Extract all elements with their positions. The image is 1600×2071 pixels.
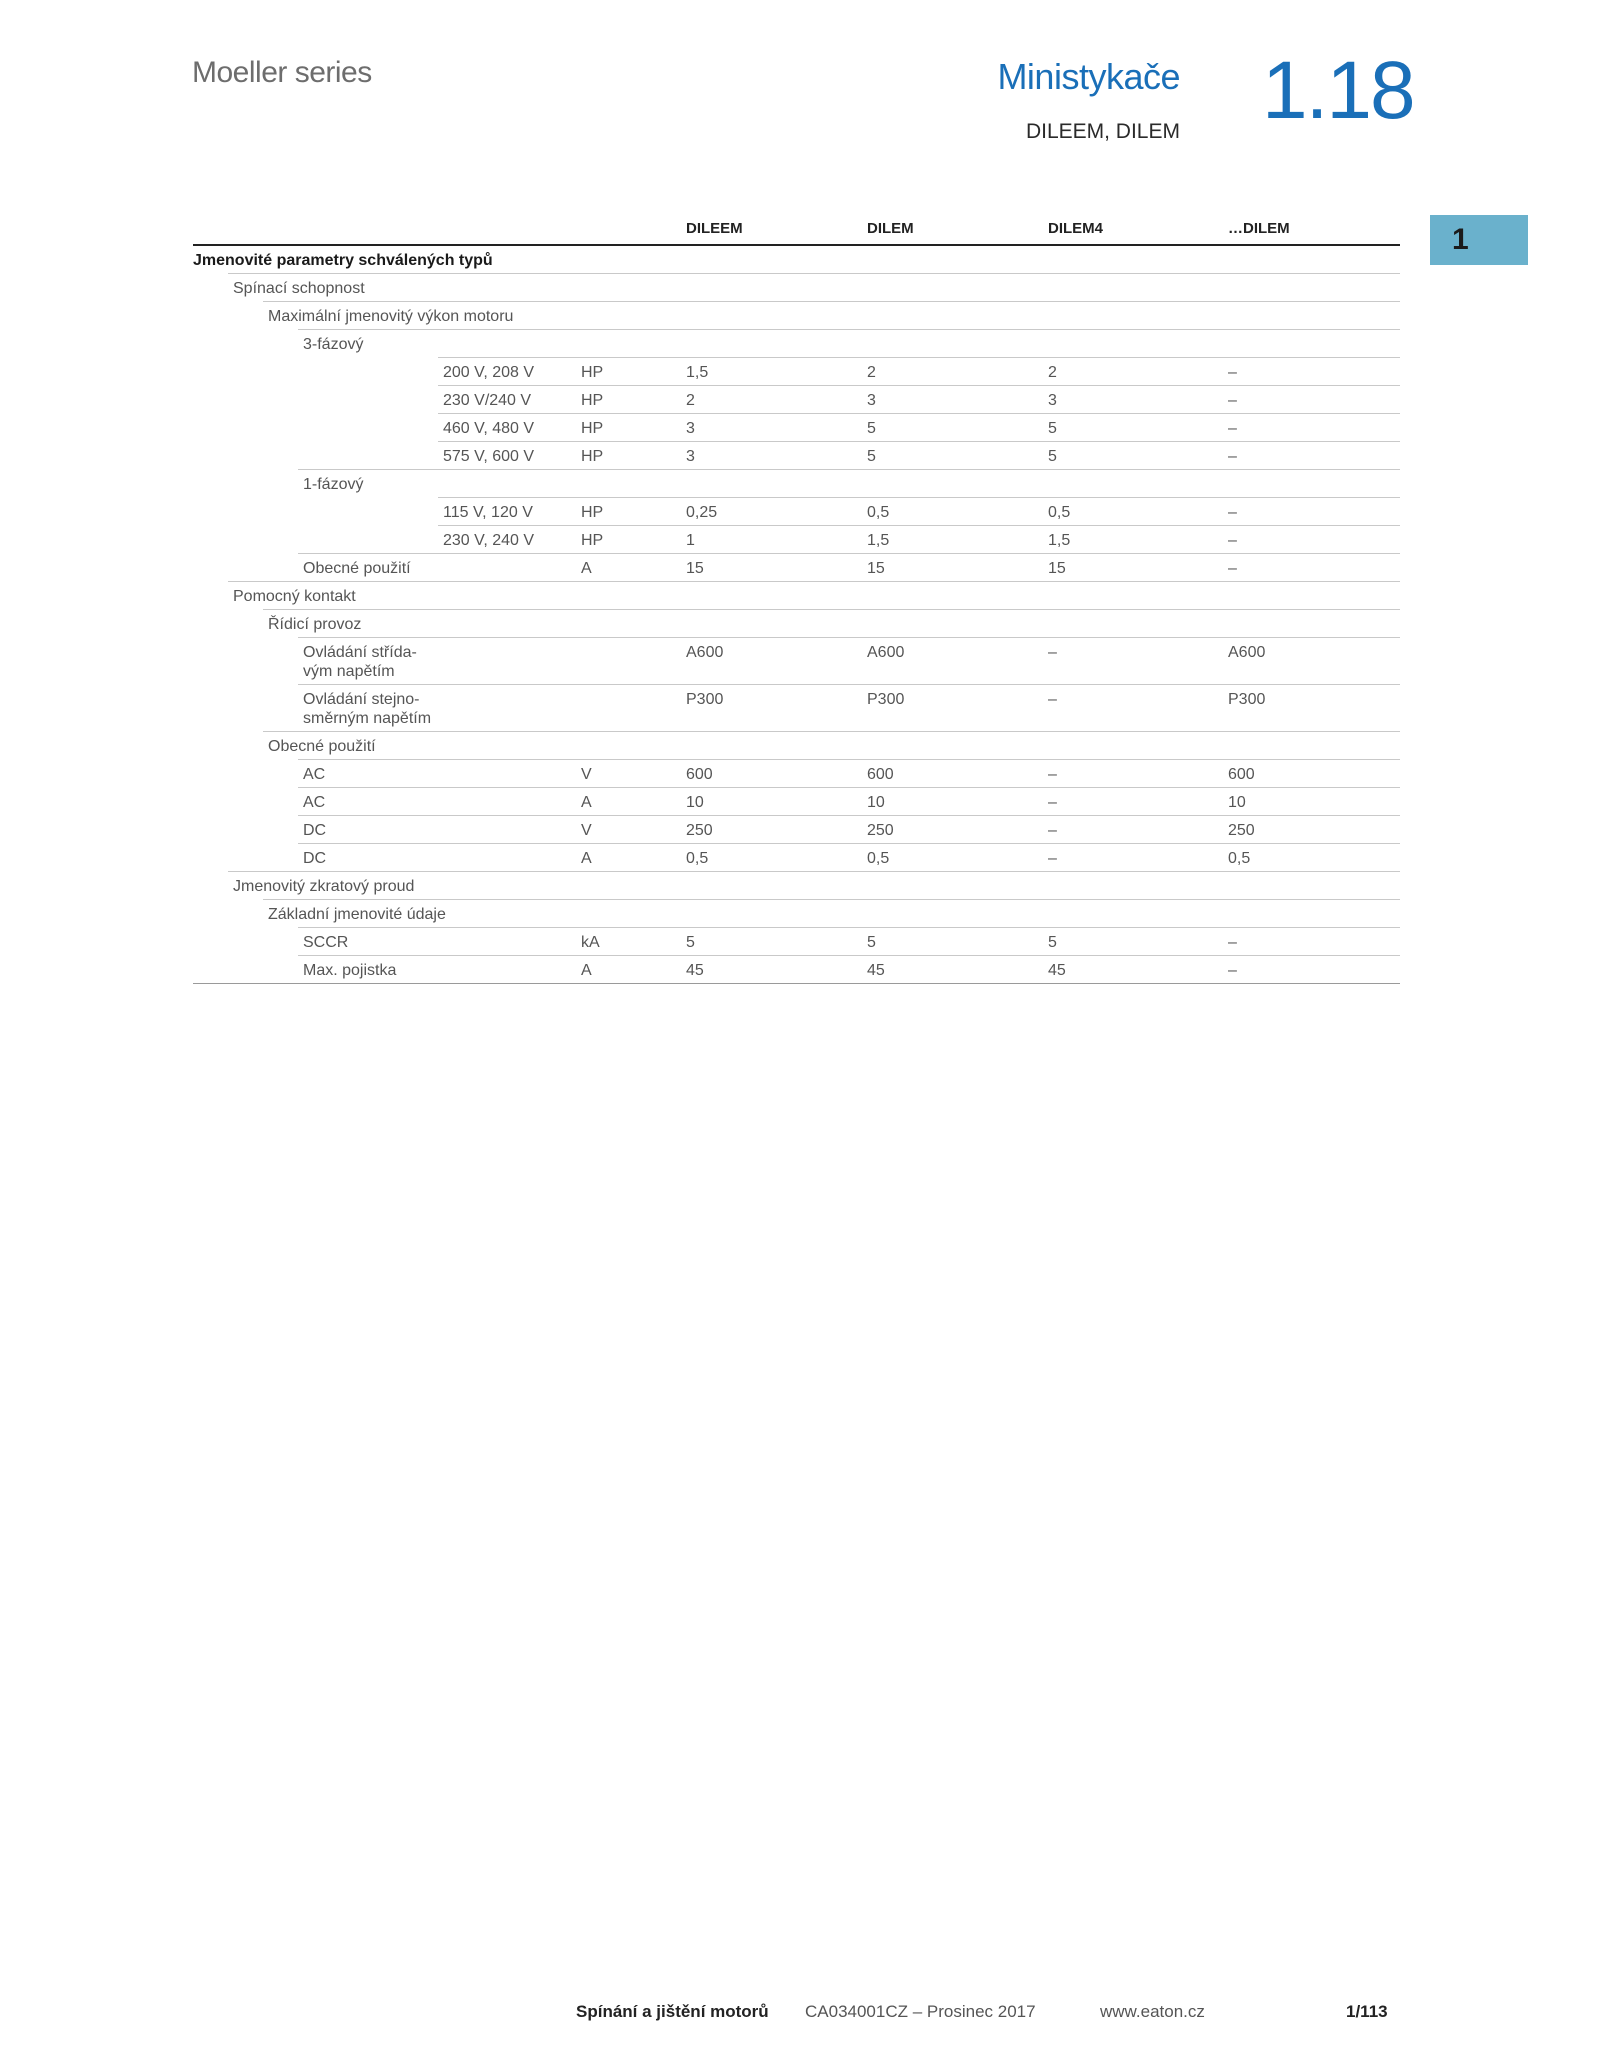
table-cell: – (1228, 448, 1237, 465)
row-unit: HP (581, 364, 604, 381)
table-cell: 45 (867, 962, 885, 979)
table-row (193, 414, 1400, 442)
table-cell: 0,5 (867, 504, 890, 521)
table-cell: 1,5 (1048, 532, 1071, 549)
row-unit: HP (581, 532, 604, 549)
table-row (193, 816, 1400, 844)
row-label: Základní jmenovité údaje (268, 906, 446, 923)
table-row (193, 900, 1400, 928)
row-label: Obecné použití (268, 738, 376, 755)
table-row (193, 470, 1400, 498)
footer-topic: Spínání a jištění motorů (576, 2002, 769, 2021)
table-cell: 15 (686, 560, 704, 577)
table-cell: 10 (1228, 794, 1246, 811)
table-row (193, 386, 1400, 414)
row-label: Max. pojistka (303, 962, 397, 979)
table-cell: – (1048, 766, 1057, 783)
table-cell: 5 (1048, 448, 1057, 465)
footer-website[interactable]: www.eaton.cz (1100, 2002, 1205, 2021)
table-cell: – (1048, 644, 1057, 661)
column-header: …DILEM (1228, 220, 1290, 237)
row-label: 230 V, 240 V (443, 532, 535, 549)
page-subtitle: DILEEM, DILEM (1025, 120, 1180, 143)
row-label: 3-fázový (303, 336, 364, 353)
table-header (193, 214, 1400, 246)
table-cell: P300 (686, 691, 724, 708)
table-cell: 2 (686, 392, 695, 409)
row-label: Ovládání střída- (303, 644, 417, 661)
row-label: 460 V, 480 V (443, 420, 535, 437)
table-cell: 1 (686, 532, 695, 549)
row-label: Obecné použití (303, 560, 411, 577)
table-row (193, 358, 1400, 386)
table-cell: 2 (1048, 364, 1057, 381)
table-cell: 15 (867, 560, 885, 577)
row-label: Jmenovité parametry schválených typů (193, 252, 493, 269)
table-row (193, 582, 1400, 610)
table-cell: 0,5 (867, 850, 890, 867)
table-cell: 10 (686, 794, 704, 811)
row-divider (193, 983, 1400, 984)
table-cell: – (1228, 532, 1237, 549)
row-label-continued: směrným napětím (303, 710, 432, 727)
table-cell: 0,5 (1228, 850, 1251, 867)
table-cell: P300 (867, 691, 905, 708)
table-cell: – (1048, 794, 1057, 811)
table-cell: 5 (1048, 934, 1057, 951)
table-cell: – (1048, 850, 1057, 867)
row-label: SCCR (303, 934, 349, 951)
table-row (193, 442, 1400, 470)
table-cell: 250 (867, 822, 894, 839)
table-cell: 250 (1228, 822, 1255, 839)
table-cell: 600 (1228, 766, 1255, 783)
table-cell: – (1228, 504, 1237, 521)
table-row (193, 638, 1400, 685)
table-row (193, 554, 1400, 582)
table-cell: 3 (1048, 392, 1057, 409)
table-cell: – (1048, 822, 1057, 839)
row-unit: kA (581, 934, 600, 951)
row-label: Pomocný kontakt (233, 588, 356, 605)
table-cell: – (1228, 560, 1237, 577)
table-row (193, 872, 1400, 900)
table-cell: 0,5 (686, 850, 709, 867)
page-title: Ministykače (997, 56, 1180, 97)
table-cell: 600 (686, 766, 713, 783)
column-header: DILEM4 (1048, 220, 1104, 237)
row-label-continued: vým napětím (303, 663, 395, 680)
table-cell: 3 (686, 448, 695, 465)
table-cell: 5 (867, 420, 876, 437)
table-cell: 600 (867, 766, 894, 783)
row-label: 575 V, 600 V (443, 448, 535, 465)
table-cell: 5 (867, 934, 876, 951)
ratings-table (193, 214, 1400, 984)
series-name: Moeller series (192, 56, 372, 89)
table-cell: 5 (686, 934, 695, 951)
column-header: DILEM (867, 220, 914, 237)
table-cell: 1,5 (867, 532, 890, 549)
table-row (193, 330, 1400, 358)
row-label: 115 V, 120 V (443, 504, 533, 521)
row-unit: HP (581, 448, 604, 465)
table-cell: – (1228, 420, 1237, 437)
row-label: 230 V/240 V (443, 392, 532, 409)
table-cell: – (1048, 691, 1057, 708)
row-label: AC (303, 766, 326, 783)
row-unit: A (581, 560, 592, 577)
row-unit: A (581, 794, 592, 811)
table-row (193, 844, 1400, 872)
table-body (193, 246, 1400, 984)
row-label: 1-fázový (303, 476, 364, 493)
table-cell: A600 (1228, 644, 1266, 661)
row-unit: HP (581, 504, 604, 521)
row-label: Řídicí provoz (268, 616, 362, 633)
table-cell: 5 (867, 448, 876, 465)
row-label: Maximální jmenovitý výkon motoru (268, 308, 514, 325)
table-cell: 45 (686, 962, 704, 979)
table-cell: 1,5 (686, 364, 709, 381)
table-row (193, 610, 1400, 638)
table-cell: 5 (1048, 420, 1057, 437)
table-row (193, 760, 1400, 788)
table-cell: P300 (1228, 691, 1266, 708)
row-unit: A (581, 962, 592, 979)
table-cell: – (1228, 392, 1237, 409)
row-unit: V (581, 822, 592, 839)
table-cell: 3 (867, 392, 876, 409)
table-row (193, 302, 1400, 330)
table-cell: 0,25 (686, 504, 718, 521)
table-row (193, 498, 1400, 526)
table-cell: 15 (1048, 560, 1066, 577)
table-cell: – (1228, 364, 1237, 381)
table-cell: 2 (867, 364, 876, 381)
table-cell: 0,5 (1048, 504, 1071, 521)
table-cell: 3 (686, 420, 695, 437)
table-row (193, 956, 1400, 984)
table-cell: A600 (686, 644, 724, 661)
column-header: DILEEM (686, 220, 743, 237)
table-cell: – (1228, 962, 1237, 979)
table-row (193, 274, 1400, 302)
row-unit: V (581, 766, 592, 783)
row-label: 200 V, 208 V (443, 364, 535, 381)
table-cell: 250 (686, 822, 713, 839)
row-unit: A (581, 850, 592, 867)
table-row (193, 685, 1400, 732)
page-number: 1/113 (1346, 2002, 1388, 2021)
row-label: Ovládání stejno- (303, 691, 420, 708)
footer-doc-code: CA034001CZ – Prosinec 2017 (805, 2002, 1036, 2021)
table-cell: 10 (867, 794, 885, 811)
table-row (193, 928, 1400, 956)
table-row (193, 526, 1400, 554)
table-cell: 45 (1048, 962, 1066, 979)
row-label: Jmenovitý zkratový proud (233, 878, 415, 895)
table-row (193, 732, 1400, 760)
table-cell: – (1228, 934, 1237, 951)
row-label: Spínací schopnost (233, 280, 365, 297)
row-unit: HP (581, 420, 604, 437)
chapter-tab[interactable]: 1 (1430, 215, 1528, 265)
section-number: 1.18 (1262, 45, 1414, 136)
row-unit: HP (581, 392, 604, 409)
table-row (193, 246, 1400, 274)
row-label: DC (303, 850, 327, 867)
row-label: DC (303, 822, 327, 839)
table-cell: A600 (867, 644, 905, 661)
table-row (193, 788, 1400, 816)
row-label: AC (303, 794, 326, 811)
